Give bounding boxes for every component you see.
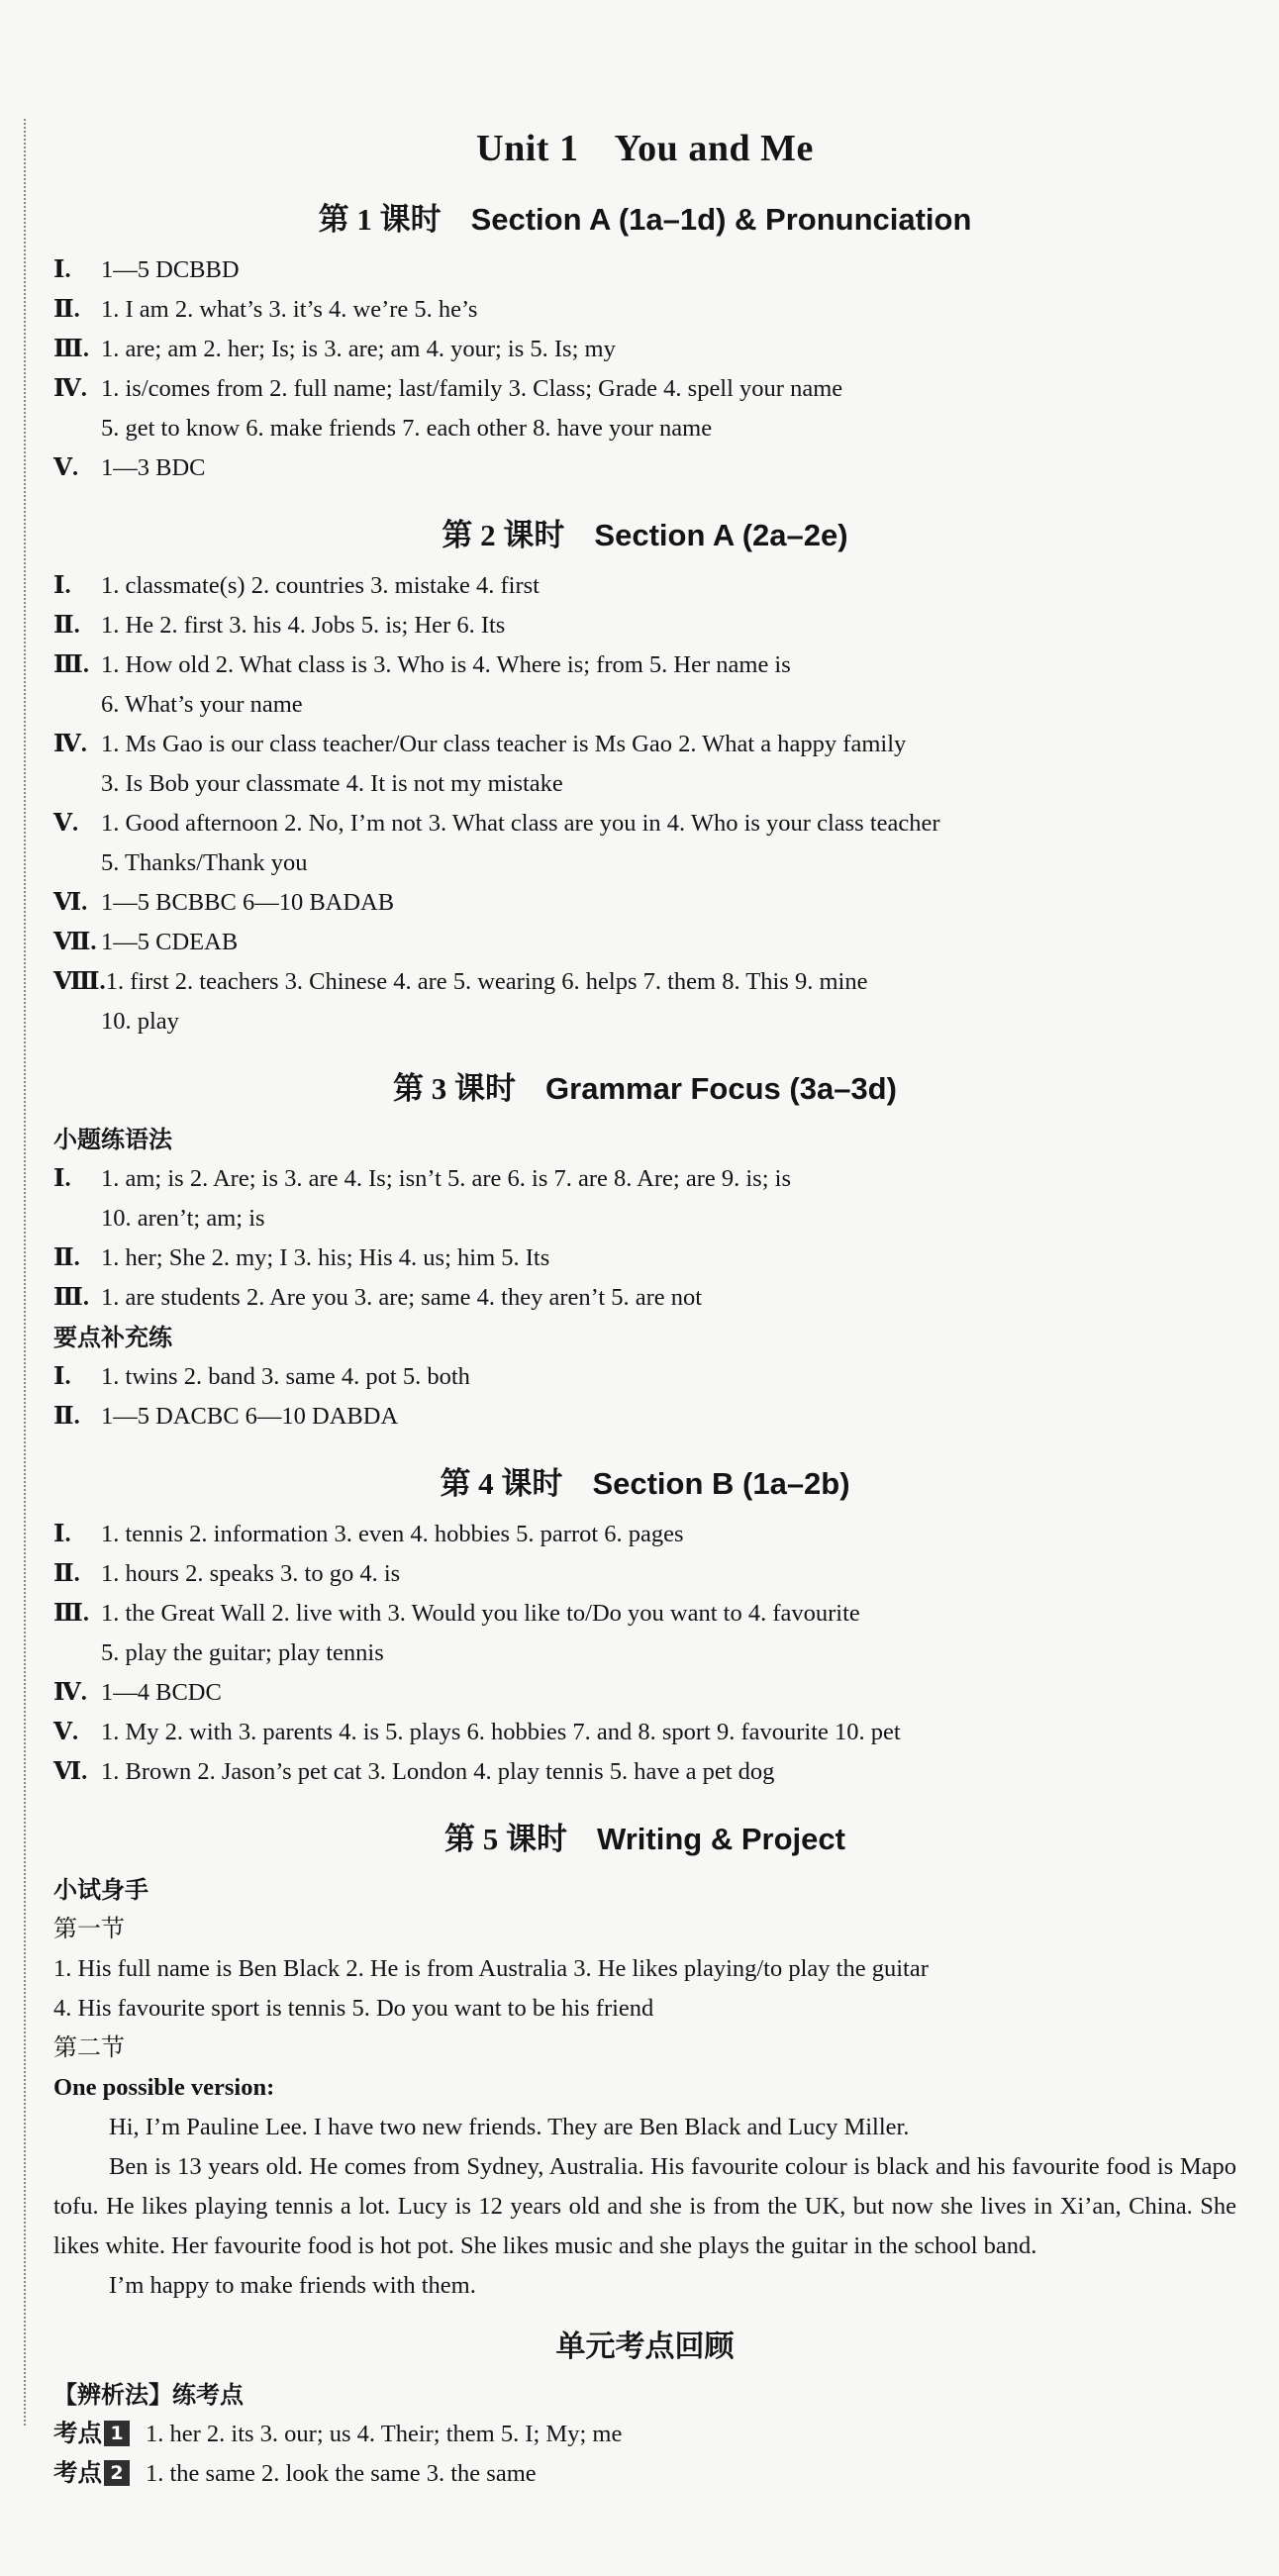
answer-text: 1. My 2. with 3. parents 4. is 5. plays 6. hobbies 7. and 8. sport 9. favourite 10. pet: [101, 1719, 901, 1745]
answer-line: [53, 1554, 1236, 1594]
answer-text: 10. play: [101, 1008, 179, 1035]
question-number: Ⅰ.: [53, 1363, 71, 1390]
answer-line: [53, 1594, 1236, 1634]
question-number: Ⅶ.: [53, 929, 97, 955]
answer-line: [53, 645, 1236, 685]
question-number: Ⅳ.: [53, 375, 87, 402]
lesson-2-title: [53, 510, 1236, 554]
answer-line: [53, 1949, 1236, 1989]
answer-text: 1—5 BCBBC 6—10 BADAB: [101, 889, 395, 916]
key-point-number-badge: 1: [104, 2421, 130, 2446]
answer-text: 5. get to know 6. make friends 7. each other 8. have your name: [101, 415, 713, 442]
question-number: Ⅲ.: [53, 1284, 89, 1311]
answer-line: [53, 1159, 1236, 1199]
answer-text: 1. His full name is Ben Black 2. He is from Australia 3. He likes playing/to play the guitar: [53, 1955, 929, 1982]
answer-text: 1—5 DACBC 6—10 DABDA: [101, 1403, 399, 1430]
lesson-section: Writing & Project: [597, 1822, 845, 1856]
answer-line: [53, 804, 1236, 843]
question-number: Ⅰ.: [53, 1521, 71, 1547]
answer-line: [53, 369, 1236, 409]
answer-text: 10. aren’t; am; is: [101, 1205, 265, 1232]
question-number: Ⅴ.: [53, 1719, 79, 1745]
answer-text: 1. Ms Gao is our class teacher/Our class teacher is Ms Gao 2. What a happy family: [101, 731, 907, 757]
question-number: Ⅱ.: [53, 1403, 80, 1430]
review-subheading: 【辨析法】练考点: [53, 2381, 244, 2409]
answer-line: [53, 1713, 1236, 1752]
essay-paragraph: Hi, I’m Pauline Lee. I have two new friends. They are Ben Black and Lucy Miller.: [109, 2114, 910, 2140]
answer-line: [53, 923, 1236, 962]
answer-text: 1. the Great Wall 2. live with 3. Would you like to/Do you want to 4. favourite: [101, 1600, 860, 1627]
answer-text: 1. He 2. first 3. his 4. Jobs 5. is; Her 6. Its: [101, 612, 506, 639]
lesson-label: 第 2 课时: [442, 518, 565, 552]
answer-line: [53, 1278, 1236, 1318]
essay-paragraph: Ben is 13 years old. He comes from Sydney, Australia. His favourite colour is black and his favourite food is Mapo tofu. He likes playing tennis a lot. Lucy is 12 years old and she is from the UK, but now she lives in Xi’an, China. She likes white. Her favourite food is hot pot. She likes music and she plays the guitar in the school band.: [53, 2153, 1236, 2259]
lesson-5-title: [53, 1814, 1236, 1858]
answer-line: [53, 685, 1236, 725]
question-number: Ⅳ.: [53, 1679, 87, 1706]
question-number: Ⅲ.: [53, 651, 89, 678]
question-number: Ⅷ.: [53, 968, 106, 995]
part-heading: 第二节: [53, 2035, 125, 2061]
answer-text: 3. Is Bob your classmate 4. It is not my mistake: [101, 770, 563, 797]
lesson-label: 第 4 课时: [440, 1466, 563, 1501]
part-heading: 第一节: [53, 1917, 125, 1942]
question-number: Ⅲ.: [53, 1600, 89, 1627]
answer-line: [53, 330, 1236, 369]
answer-line: [53, 448, 1236, 488]
unit-title: [53, 127, 1236, 170]
answer-line: [53, 250, 1236, 290]
lesson-label: 第 1 课时: [318, 202, 442, 237]
question-number: Ⅴ.: [53, 810, 79, 837]
subsection-heading: 小试身手: [53, 1876, 148, 1904]
question-number: Ⅴ.: [53, 454, 79, 481]
key-point-number-badge: 2: [104, 2460, 130, 2486]
review-line: [53, 2454, 1236, 2494]
review-title: 单元考点回顾: [555, 2330, 735, 2363]
answer-text: 4. His favourite sport is tennis 5. Do you want to be his friend: [53, 1995, 654, 2022]
answer-text: 5. Thanks/Thank you: [101, 849, 308, 876]
answer-text: 1. are students 2. Are you 3. are; same 4. they aren’t 5. are not: [101, 1284, 703, 1311]
question-number: Ⅱ.: [53, 296, 80, 323]
answer-line: [53, 1199, 1236, 1238]
subsection-heading: 小题练语法: [53, 1126, 172, 1153]
answer-line: [53, 1397, 1236, 1437]
question-number: Ⅱ.: [53, 1244, 80, 1271]
answer-text: 1—4 BCDC: [101, 1679, 222, 1706]
question-number: Ⅰ.: [53, 572, 71, 599]
answer-line: [53, 764, 1236, 804]
answer-line: [53, 606, 1236, 645]
unit-number: Unit 1: [476, 128, 579, 169]
answer-text: 1. Good afternoon 2. No, I’m not 3. What class are you in 4. Who is your class teacher: [101, 810, 940, 837]
question-number: Ⅵ.: [53, 889, 88, 916]
lesson-4-title: [53, 1458, 1236, 1503]
answer-text: 1. the same 2. look the same 3. the same: [146, 2460, 537, 2487]
review-line: [53, 2415, 1236, 2454]
answer-text: 1. twins 2. band 3. same 4. pot 5. both: [101, 1363, 470, 1390]
lesson-label: 第 5 课时: [444, 1822, 568, 1856]
lesson-section: Section A (1a–1d) & Pronunciation: [470, 202, 972, 237]
key-point-label: 考点: [53, 2460, 102, 2487]
answer-line: [53, 1515, 1236, 1554]
answer-line: [53, 1673, 1236, 1713]
version-label: One possible version:: [53, 2074, 275, 2101]
lesson-section: Section A (2a–2e): [594, 518, 848, 552]
question-number: Ⅰ.: [53, 1165, 71, 1192]
answer-line: [53, 1357, 1236, 1397]
question-number: Ⅲ.: [53, 336, 89, 362]
cut-line: [24, 119, 26, 2426]
essay-paragraph: I’m happy to make friends with them.: [109, 2272, 476, 2299]
lesson-section: Section B (1a–2b): [592, 1466, 850, 1501]
answer-text: 1. first 2. teachers 3. Chinese 4. are 5. wearing 6. helps 7. them 8. This 9. mine: [105, 968, 868, 995]
answer-text: 1. classmate(s) 2. countries 3. mistake 4. first: [101, 572, 540, 599]
answer-text: 1. tennis 2. information 3. even 4. hobbies 5. parrot 6. pages: [101, 1521, 684, 1547]
answer-text: 1. I am 2. what’s 3. it’s 4. we’re 5. he’s: [101, 296, 478, 323]
answer-line: [53, 962, 1236, 1002]
answer-text: 1. are; am 2. her; Is; is 3. are; am 4. your; is 5. Is; my: [101, 336, 616, 362]
answer-line: [53, 1989, 1236, 2029]
lesson-3-title: [53, 1063, 1236, 1108]
question-number: Ⅳ.: [53, 731, 87, 757]
lesson-1-title: [53, 194, 1236, 239]
answer-line: [53, 843, 1236, 883]
answer-line: [53, 883, 1236, 923]
answer-line: [53, 1634, 1236, 1673]
answer-text: 1—5 DCBBD: [101, 256, 240, 283]
answer-text: 1—3 BDC: [101, 454, 206, 481]
lesson-section: Grammar Focus (3a–3d): [545, 1071, 897, 1106]
answer-text: 1—5 CDEAB: [101, 929, 239, 955]
answer-line: [53, 1238, 1236, 1278]
answer-text: 1. her 2. its 3. our; us 4. Their; them 5. I; My; me: [146, 2421, 623, 2447]
answer-line: [53, 566, 1236, 606]
question-number: Ⅰ.: [53, 256, 71, 283]
unit-name: You and Me: [614, 128, 814, 169]
answer-text: 1. am; is 2. Are; is 3. are 4. Is; isn’t 5. are 6. is 7. are 8. Are; are 9. is; is: [101, 1165, 791, 1192]
subsection-heading: 要点补充练: [53, 1324, 172, 1351]
answer-line: [53, 725, 1236, 764]
answer-text: 1. Brown 2. Jason’s pet cat 3. London 4. play tennis 5. have a pet dog: [101, 1758, 775, 1785]
answer-line: [53, 290, 1236, 330]
answer-text: 1. her; She 2. my; I 3. his; His 4. us; him 5. Its: [101, 1244, 550, 1271]
answer-text: 1. is/comes from 2. full name; last/family 3. Class; Grade 4. spell your name: [101, 375, 843, 402]
answer-line: [53, 409, 1236, 448]
answer-line: [53, 1002, 1236, 1041]
answer-text: 1. How old 2. What class is 3. Who is 4. Where is; from 5. Her name is: [101, 651, 791, 678]
answer-line: [53, 1752, 1236, 1792]
lesson-label: 第 3 课时: [393, 1071, 517, 1106]
question-number: Ⅱ.: [53, 612, 80, 639]
answer-text: 6. What’s your name: [101, 691, 303, 718]
question-number: Ⅱ.: [53, 1560, 80, 1587]
answer-text: 5. play the guitar; play tennis: [101, 1639, 384, 1666]
answer-page: [53, 127, 1236, 2494]
key-point-label: 考点: [53, 2421, 102, 2447]
answer-text: 1. hours 2. speaks 3. to go 4. is: [101, 1560, 401, 1587]
question-number: Ⅵ.: [53, 1758, 88, 1785]
